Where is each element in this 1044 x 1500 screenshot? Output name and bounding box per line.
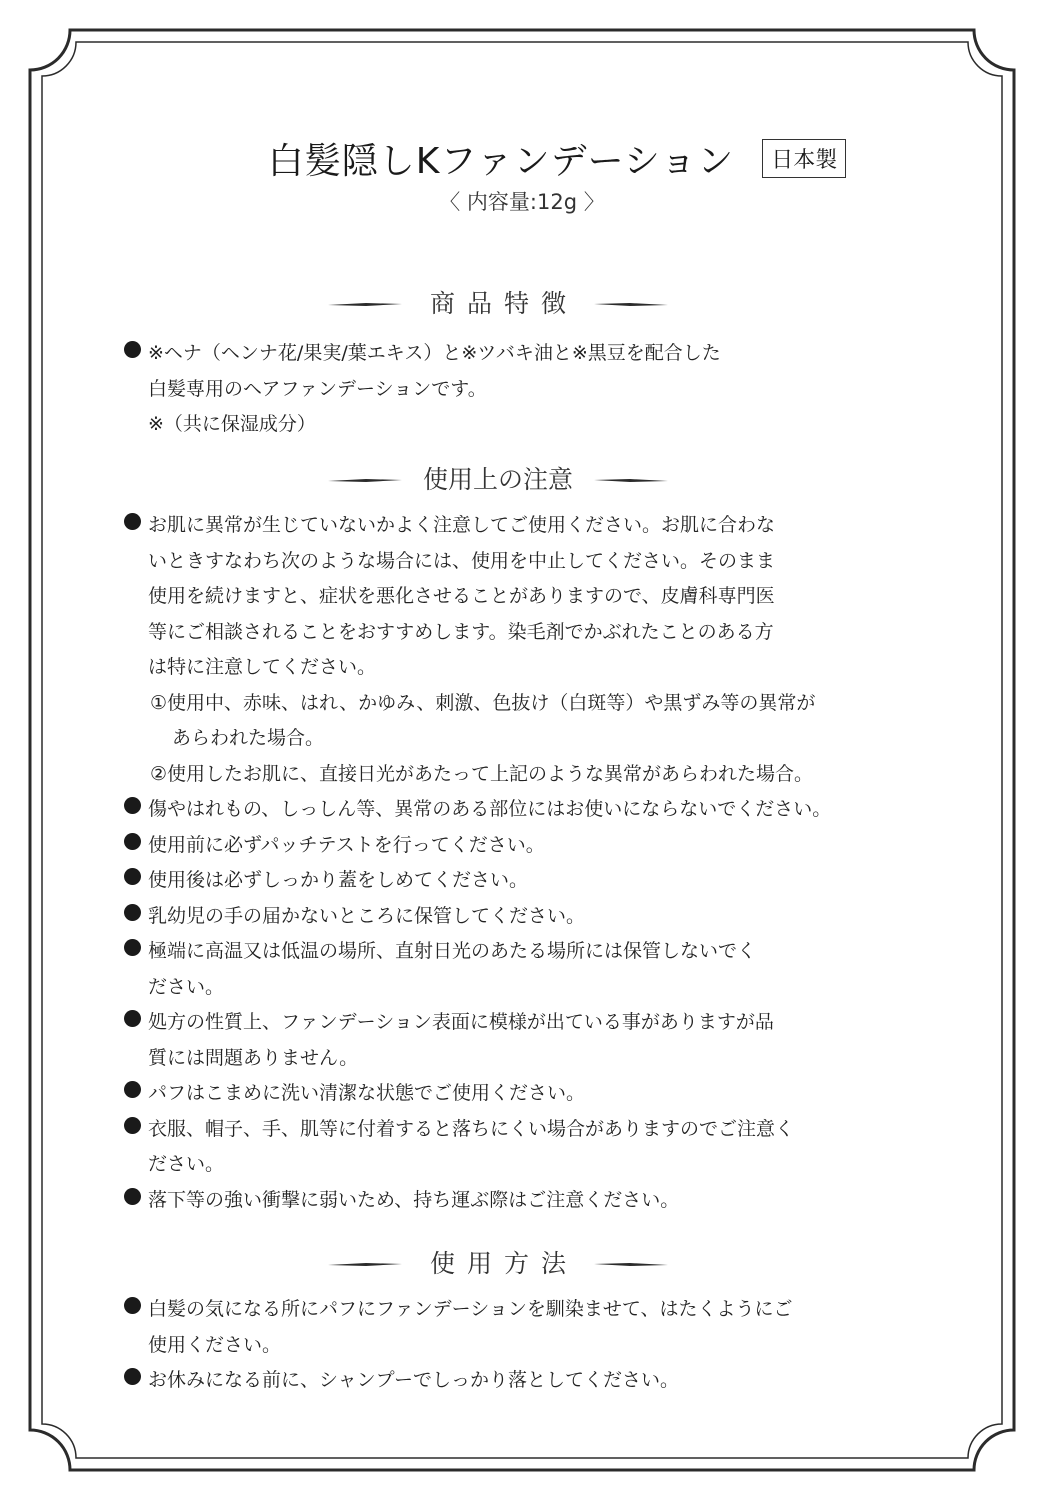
line-text: 質には問題ありません。 <box>148 1046 359 1069</box>
line-text: 等にご相談されることをおすすめします。染毛剤でかぶれたことのある方 <box>148 620 774 643</box>
line-text: 衣服、帽子、手、肌等に付着すると落ちにくい場合がありますのでご注意く <box>148 1117 795 1140</box>
net-volume: 〈 内容量:12g 〉 <box>439 190 605 214</box>
bullet-dot-icon <box>122 510 144 532</box>
line-text: 使用を続けますと、症状を悪化させることがありますので、皮膚科専門医 <box>148 585 775 607</box>
section-heading-cautions <box>322 462 674 498</box>
bullet-dot-icon <box>122 1078 144 1100</box>
line-text: ②使用したお肌に、直接日光があたって上記のような異常があらわれた場合。 <box>150 762 814 785</box>
line-text: ※ヘナ（ヘンナ花/果実/葉エキス）と※ツバキ油と※黒豆を配合した <box>148 342 721 364</box>
bullet-dot-icon <box>122 901 144 923</box>
made-in-japan-badge: 日本製 <box>762 139 846 178</box>
section-heading-features <box>322 286 674 322</box>
product-title: 白髪隠しKファンデーション <box>267 140 735 182</box>
section-heading-label: 商品特徴 <box>429 289 578 318</box>
title-row <box>0 128 1044 188</box>
bullet-dot-icon <box>122 1007 144 1029</box>
section-heading-usage <box>322 1246 674 1282</box>
line-text: パフはこまめに洗い清潔な状態でご使用ください。 <box>148 1082 586 1104</box>
line-text: お休みになる前に、シャンプーでしっかり落としてください。 <box>148 1369 680 1391</box>
line-text: ださい。 <box>148 975 225 998</box>
bullet-dot-icon <box>122 1185 144 1207</box>
line-text: お肌に異常が生じていないかよく注意してご使用ください。お肌に合わな <box>148 514 776 536</box>
section-heading-label: 使用方法 <box>429 1249 578 1278</box>
bullet-dot-icon <box>122 936 144 958</box>
line-text: ださい。 <box>148 1153 225 1175</box>
line-text: は特に注意してください。 <box>148 656 377 678</box>
line-text: 使用後は必ずしっかり蓋をしめてください。 <box>148 869 529 891</box>
line-text: いときすなわち次のような場合には、使用を中止してください。そのまま <box>148 549 776 572</box>
line-text: ※（共に保湿成分） <box>148 413 316 435</box>
bullet-dot-icon <box>122 1114 144 1136</box>
line-text: 落下等の強い衝撃に弱いため、持ち運ぶ際はご注意ください。 <box>148 1188 680 1211</box>
bullet-dot-icon <box>122 1365 144 1387</box>
line-text: 白髪の気になる所にパフにファンデーションを馴染ませて、はたくようにご <box>148 1298 793 1320</box>
section-heading-label: 使用上の注意 <box>422 465 573 494</box>
line-text: 極端に高温又は低温の場所、直射日光のあたる場所には保管しないでく <box>148 940 757 962</box>
line-text: 使用前に必ずパッチテストを行ってください。 <box>148 833 545 856</box>
line-text: あらわれた場合。 <box>172 727 325 749</box>
bullet-dot-icon <box>122 830 144 852</box>
bullet-dot-icon <box>122 865 144 887</box>
bullet-dot-icon <box>122 794 144 816</box>
line-text: 乳幼児の手の届かないところに保管してください。 <box>148 904 586 927</box>
line-text: 処方の性質上、ファンデーション表面に模様が出ている事がありますが品 <box>148 1011 774 1033</box>
bullet-dot-icon <box>122 338 144 360</box>
line-text: 傷やはれもの、しっしん等、異常のある部位にはお使いにならないでください。 <box>148 798 832 820</box>
line-text: ①使用中、赤味、はれ、かゆみ、刺激、色抜け（白斑等）や黒ずみ等の異常が <box>150 691 816 714</box>
line-text: 使用ください。 <box>148 1333 282 1356</box>
bullet-dot-icon <box>122 1294 144 1316</box>
line-text: 白髪専用のヘアファンデーションです。 <box>148 377 487 400</box>
